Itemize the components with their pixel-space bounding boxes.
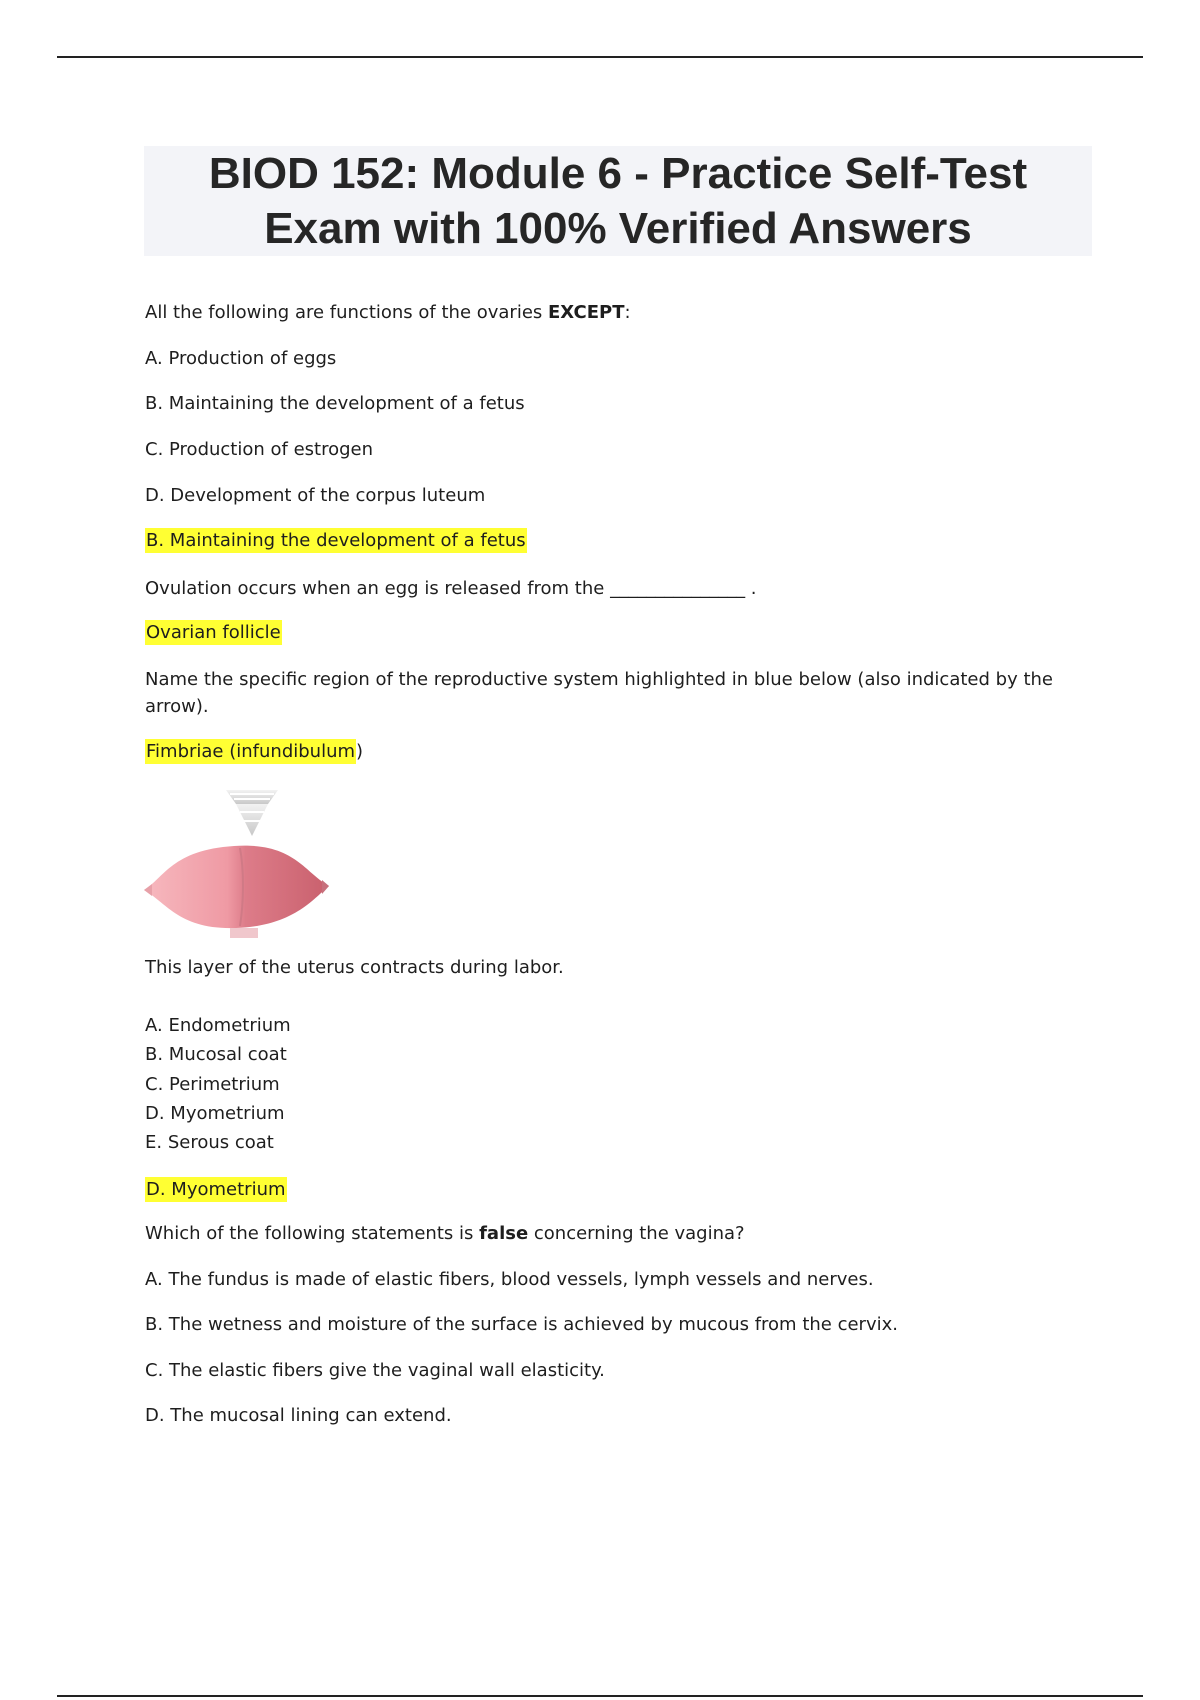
- q4-option-b: B. Mucosal coat: [145, 1044, 287, 1065]
- q3-answer-highlight: Fimbriae (infundibulum: [146, 741, 356, 762]
- q1-option-c: C. Production of estrogen: [145, 439, 374, 460]
- q2-answer: [145, 622, 1085, 643]
- q5-option-d: D. The mucosal lining can extend.: [145, 1405, 452, 1426]
- uterus-illustration-icon: [144, 790, 334, 940]
- q1-option-d: D. Development of the corpus luteum: [145, 485, 486, 506]
- q3-answer-tail: ): [356, 741, 364, 762]
- q1-answer-highlight: B. Maintaining the development of a fetus: [146, 530, 526, 551]
- q1-answer: [145, 530, 1085, 551]
- q1-stem: [145, 302, 1085, 323]
- q5-stem-suffix: concerning the vagina?: [528, 1223, 745, 1244]
- q4-answer-highlight: D. Myometrium: [146, 1179, 286, 1200]
- q5-option-b: B. The wetness and moisture of the surface is achieved by mucous from the cervix.: [145, 1314, 898, 1335]
- q1-stem-suffix: :: [624, 302, 631, 323]
- q1-option-b: B. Maintaining the development of a fetus: [145, 393, 525, 414]
- page-title-line-2: Exam with 100% Verified Answers: [264, 204, 972, 253]
- arrow-icon: [226, 790, 278, 836]
- title-banner: [144, 146, 1092, 256]
- uterus-body-icon: [144, 846, 329, 938]
- q3-answer: [145, 741, 1085, 762]
- top-rule: [57, 56, 1143, 58]
- q2-stem: Ovulation occurs when an egg is released from the _______________ .: [145, 578, 757, 599]
- q5-stem-emphasis: false: [479, 1223, 529, 1244]
- q2-answer-highlight: Ovarian follicle: [146, 622, 281, 643]
- q5-stem: [145, 1223, 1085, 1244]
- q4-option-e: E. Serous coat: [145, 1132, 274, 1153]
- q4-stem: This layer of the uterus contracts during labor.: [145, 957, 564, 978]
- q4-answer: [145, 1179, 1085, 1200]
- page-title-line-1: BIOD 152: Module 6 - Practice Self-Test: [208, 149, 1028, 198]
- bottom-rule: [57, 1695, 1143, 1697]
- q4-option-d: D. Myometrium: [145, 1103, 285, 1124]
- q1-stem-emphasis: EXCEPT: [548, 302, 625, 323]
- q5-option-a: A. The fundus is made of elastic fibers, blood vessels, lymph vessels and nerves.: [145, 1269, 874, 1290]
- q4-option-a: A. Endometrium: [145, 1015, 291, 1036]
- q5-stem-prefix: Which of the following statements is: [145, 1223, 480, 1244]
- q5-option-c: C. The elastic fibers give the vaginal wall elasticity.: [145, 1360, 605, 1381]
- q3-stem: Name the specific region of the reproductive system highlighted in blue below (also indicated by the arrow).: [145, 669, 1053, 717]
- uterus-illustration: [144, 790, 334, 940]
- q1-stem-prefix: All the following are functions of the ovaries: [145, 302, 549, 323]
- q4-option-c: C. Perimetrium: [145, 1074, 280, 1095]
- q1-option-a: A. Production of eggs: [145, 348, 337, 369]
